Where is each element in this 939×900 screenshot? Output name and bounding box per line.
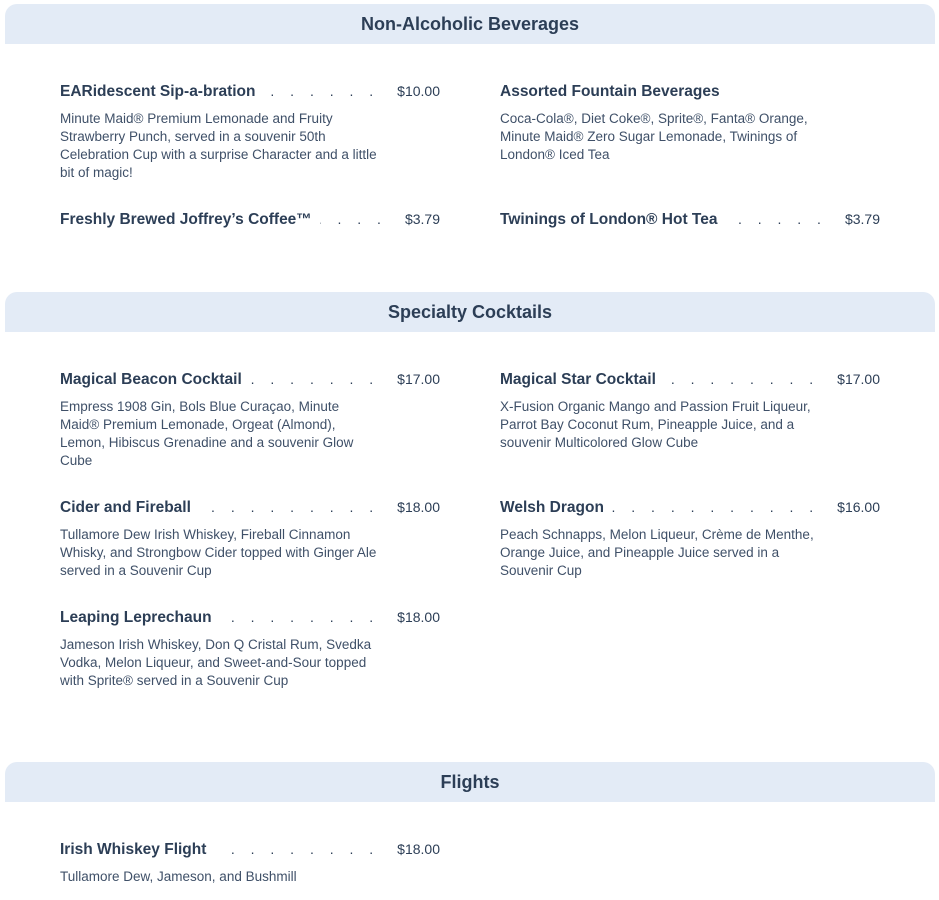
dot-leader bbox=[199, 499, 379, 515]
item-price: $16.00 bbox=[837, 499, 880, 515]
item-description: Coca-Cola®, Diet Coke®, Sprite®, Fanta® Orange, Minute Maid® Zero Sugar Lemonade, Twinings of London® Iced Tea bbox=[500, 111, 808, 162]
dot-leader bbox=[320, 211, 387, 227]
dot-leader bbox=[612, 499, 819, 515]
item-name: Irish Whiskey Flight bbox=[60, 841, 207, 858]
section-header-flights: Flights bbox=[5, 762, 935, 802]
item-description: Jameson Irish Whiskey, Don Q Cristal Rum, Svedka Vodka, Melon Liqueur, and Sweet-and-Sour topped with Sprite® served in a Souvenir Cup bbox=[60, 637, 372, 688]
item-name: Magical Star Cocktail bbox=[500, 371, 656, 388]
menu-item-welsh-dragon bbox=[500, 499, 880, 580]
item-description: Empress 1908 Gin, Bols Blue Curaçao, Minute Maid® Premium Lemonade, Orgeat (Almond), Lemon, Hibiscus Grenadine and a souvenir Glow Cube bbox=[60, 399, 354, 468]
item-description: Tullamore Dew, Jameson, and Bushmill bbox=[60, 869, 297, 884]
item-description: Tullamore Dew Irish Whiskey, Fireball Cinnamon Whisky, and Strongbow Cider topped with Ginger Ale served in a Souvenir Cup bbox=[60, 527, 377, 578]
item-price: $18.00 bbox=[397, 609, 440, 625]
item-name: Freshly Brewed Joffrey’s Coffee™ bbox=[60, 211, 312, 228]
item-price: $18.00 bbox=[397, 841, 440, 857]
menu-item-twinings-hot-tea bbox=[500, 211, 880, 231]
menu-item-irish-whiskey-flight bbox=[60, 841, 440, 886]
item-price: $18.00 bbox=[397, 499, 440, 515]
item-price: $17.00 bbox=[397, 371, 440, 387]
dot-leader bbox=[664, 371, 819, 387]
item-name: Welsh Dragon bbox=[500, 499, 604, 516]
menu-item-earidescent-sip-a-bration bbox=[60, 83, 440, 182]
item-name: Leaping Leprechaun bbox=[60, 609, 212, 626]
menu-item-assorted-fountain-beverages bbox=[500, 83, 880, 164]
menu-item-cider-and-fireball bbox=[60, 499, 440, 580]
section-header-specialty-cocktails: Specialty Cocktails bbox=[5, 292, 935, 332]
item-description: Minute Maid® Premium Lemonade and Fruity Strawberry Punch, served in a souvenir 50th Celebration Cup with a surprise Character and a little bit of magic! bbox=[60, 111, 377, 180]
item-name: Assorted Fountain Beverages bbox=[500, 83, 720, 100]
dot-leader bbox=[220, 609, 380, 625]
item-name: Magical Beacon Cocktail bbox=[60, 371, 242, 388]
item-name: Cider and Fireball bbox=[60, 499, 191, 516]
menu-item-magical-star-cocktail bbox=[500, 371, 880, 452]
menu-item-joffreys-coffee bbox=[60, 211, 440, 231]
dot-leader bbox=[725, 211, 826, 227]
dot-leader bbox=[264, 83, 380, 99]
menu-item-magical-beacon-cocktail bbox=[60, 371, 440, 470]
menu-item-leaping-leprechaun bbox=[60, 609, 440, 690]
item-name: Twinings of London® Hot Tea bbox=[500, 211, 718, 228]
dot-leader bbox=[250, 371, 379, 387]
item-name: EARidescent Sip-a-bration bbox=[60, 83, 256, 100]
item-description: Peach Schnapps, Melon Liqueur, Crème de Menthe, Orange Juice, and Pineapple Juice served in a Souvenir Cup bbox=[500, 527, 814, 578]
section-header-non-alcoholic-beverages: Non-Alcoholic Beverages bbox=[5, 4, 935, 44]
item-price: $17.00 bbox=[837, 371, 880, 387]
item-price: $3.79 bbox=[844, 211, 880, 227]
item-price: $3.79 bbox=[404, 211, 440, 227]
dot-leader bbox=[214, 841, 379, 857]
item-price: $10.00 bbox=[397, 83, 440, 99]
item-description: X-Fusion Organic Mango and Passion Fruit Liqueur, Parrot Bay Coconut Rum, Pineapple Juice, and a souvenir Multicolored Glow Cube bbox=[500, 399, 811, 450]
